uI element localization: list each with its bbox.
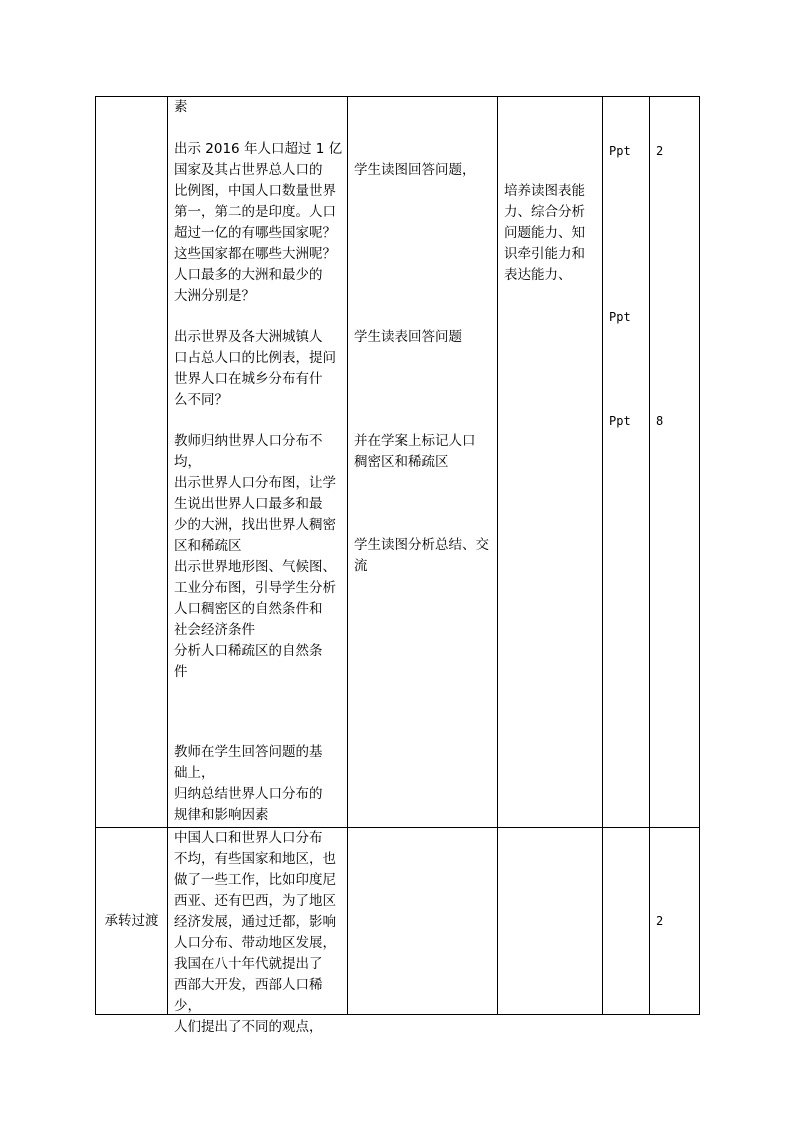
media-cell	[603, 97, 650, 828]
table-row	[96, 97, 700, 828]
time-text: 2	[656, 144, 664, 158]
stage-cell	[96, 97, 168, 828]
teacher-activity-cell	[168, 828, 348, 1035]
lesson-plan-table	[95, 96, 700, 1035]
student-activity-cell	[348, 828, 498, 1015]
teacher-text-block: 中国人口和世界人口分布 不均，有些国家和地区，也 做了一些工作，比如印度尼 西亚、还有巴西，为了地区 经济发展，通过迁都，影响 人口分布、带动地区发展， 我国在八十年代就提出了 西部大开发，西部人口稀少， 人们提出了不同的观点，	[174, 830, 336, 1035]
student-text: 学生读图回答问题，	[354, 162, 476, 178]
table-row	[96, 828, 700, 1015]
student-text: 学生读图分析总结、交 流	[354, 537, 489, 574]
time-text: 2	[656, 913, 664, 928]
stage-cell	[96, 828, 168, 1015]
time-cell	[650, 97, 700, 828]
time-cell	[650, 828, 700, 1015]
student-text: 学生读表回答问题	[354, 329, 462, 345]
teacher-text-block: 出示 2016 年人口超过 1 亿 国家及其占世界总人口的 比例图，中国人口数量世界 第一，第二的是印度。人口 超过一亿的有哪些国家呢？ 这些国家都在哪些大洲呢？ 人口最多的大洲和最少的 大洲分别是？	[174, 141, 343, 304]
teacher-text-block: 教师归纳世界人口分布不 均， 出示世界人口分布图，让学 生说出世界人口最多和最 少的大洲，找出世界人稠密 区和稀疏区 出示世界地形图、气候图、 工业分布图，引导学生分析 人口稠密区的自然条件和 社会经济条件 分析人口稀疏区的自然条 件	[174, 433, 336, 680]
time-text: 8	[656, 414, 664, 428]
student-text: 并在学案上标记人口 稠密区和稀疏区	[354, 433, 476, 470]
student-activity-cell	[348, 97, 498, 828]
media-text: Ppt	[609, 144, 631, 158]
media-cell	[603, 828, 650, 1015]
media-text: Ppt	[609, 310, 631, 324]
stage-label: 承转过渡	[104, 912, 159, 929]
teacher-activity-cell	[168, 97, 348, 828]
intent-cell	[498, 828, 603, 1015]
teacher-text-top: 素	[174, 99, 188, 115]
teacher-text-block: 教师在学生回答问题的基 础上， 归纳总结世界人口分布的 规律和影响因素	[174, 744, 323, 823]
media-text: Ppt	[609, 414, 631, 428]
intent-cell	[498, 97, 603, 828]
intent-text: 培养读图表能 力、综合分析 问题能力、知 识牵引能力和 表达能力、	[504, 183, 585, 283]
teacher-text-block: 出示世界及各大洲城镇人 口占总人口的比例表，提问 世界人口在城乡分布有什 么不同？	[174, 329, 336, 408]
